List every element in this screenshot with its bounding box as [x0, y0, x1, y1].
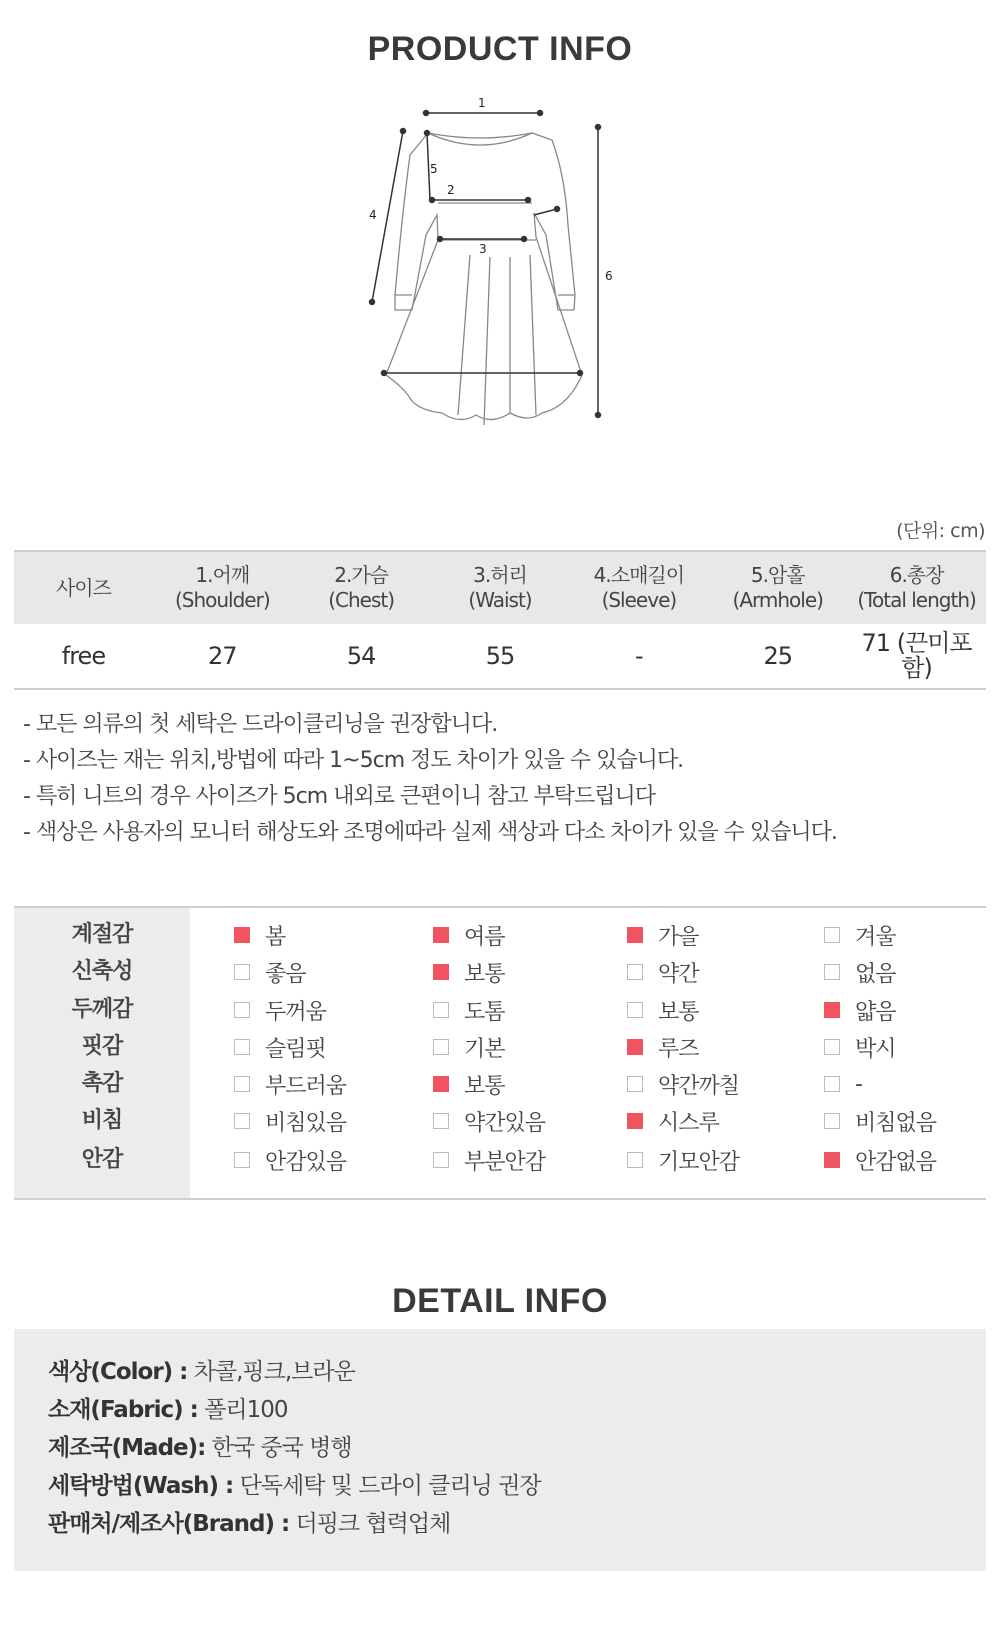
header-armhole-en: (Armhole) — [732, 588, 823, 612]
unchecked-box-icon — [234, 1076, 250, 1092]
unchecked-box-icon — [824, 1039, 840, 1055]
unchecked-box-icon — [433, 1152, 449, 1168]
feel-row-label: 안감 — [81, 1147, 123, 1172]
feel-option-label: 약간 — [658, 961, 699, 987]
feel-option-label: - — [855, 1071, 862, 1097]
feel-option-label: 시스루 — [658, 1110, 719, 1136]
feel-option-label: 보통 — [464, 961, 505, 987]
detail-fabric — [48, 1391, 288, 1424]
detail-made — [48, 1429, 352, 1462]
header-sleeve-ko: 4.소매길이 — [593, 563, 685, 587]
cell-waist: 55 — [485, 641, 515, 670]
detail-value: 차콜,핑크,브라운 — [193, 1359, 355, 1385]
feel-option — [433, 953, 505, 991]
feel-row — [14, 1141, 986, 1179]
diagram-label-3: 3 — [479, 242, 487, 256]
detail-key: 세탁방법(Wash) : — [48, 1473, 234, 1499]
feel-option — [627, 916, 699, 954]
detail-brand — [48, 1505, 450, 1538]
feel-option-label: 박시 — [855, 1036, 896, 1062]
unchecked-box-icon — [627, 964, 643, 980]
feel-option-label: 여름 — [464, 924, 505, 950]
feel-option — [627, 991, 699, 1029]
feel-row-label: 두께감 — [71, 997, 133, 1022]
feel-option — [433, 1102, 545, 1140]
checked-box-icon — [824, 1152, 840, 1168]
feel-option — [627, 1141, 739, 1179]
feel-option — [824, 953, 896, 991]
detail-wash — [48, 1467, 541, 1500]
feel-option-label: 비침없음 — [855, 1110, 937, 1136]
checked-box-icon — [627, 1039, 643, 1055]
feel-option — [824, 1065, 862, 1103]
detail-info-title: DETAIL INFO — [392, 1282, 608, 1320]
checked-box-icon — [824, 1002, 840, 1018]
detail-color — [48, 1353, 355, 1386]
feel-option-label: 겨울 — [855, 924, 896, 950]
feel-row-label: 비침 — [81, 1108, 123, 1133]
feel-option — [433, 1141, 545, 1179]
feel-option — [234, 916, 285, 954]
checked-box-icon — [433, 1076, 449, 1092]
feel-option — [824, 1102, 936, 1140]
feel-option — [433, 991, 505, 1029]
diagram-label-4: 4 — [369, 208, 377, 222]
feel-option-label: 안감없음 — [855, 1149, 937, 1175]
note-item: - 특히 니트의 경우 사이즈가 5cm 내외로 큰편이니 참고 부탁드립니다 — [23, 784, 655, 809]
feel-option-label: 약간있음 — [464, 1110, 546, 1136]
unchecked-box-icon — [824, 964, 840, 980]
checked-box-icon — [627, 1113, 643, 1129]
feel-row-label: 촉감 — [81, 1071, 123, 1096]
unchecked-box-icon — [234, 1002, 250, 1018]
detail-key: 소재(Fabric) : — [48, 1397, 198, 1423]
feel-row-label: 신축성 — [71, 959, 133, 984]
unchecked-box-icon — [627, 1002, 643, 1018]
diagram-label-2: 2 — [447, 183, 455, 197]
unchecked-box-icon — [234, 1152, 250, 1168]
detail-info-box — [14, 1329, 986, 1571]
detail-key: 판매처/제조사(Brand) : — [48, 1511, 290, 1537]
feel-option — [234, 953, 306, 991]
unchecked-box-icon — [824, 927, 840, 943]
header-chest-en: (Chest) — [328, 588, 395, 612]
feel-option — [234, 1065, 346, 1103]
size-table-row — [14, 624, 986, 690]
care-notes — [23, 707, 983, 851]
header-size-label: 사이즈 — [55, 575, 111, 600]
feel-option-label: 기모안감 — [658, 1149, 740, 1175]
fabric-feel-table — [14, 906, 986, 1200]
unchecked-box-icon — [433, 1002, 449, 1018]
checked-box-icon — [234, 927, 250, 943]
feel-option — [824, 991, 896, 1029]
unchecked-box-icon — [627, 1076, 643, 1092]
feel-option-label: 얇음 — [855, 999, 896, 1025]
feel-option — [627, 1102, 719, 1140]
unchecked-box-icon — [824, 1076, 840, 1092]
header-waist-en: (Waist) — [468, 588, 532, 612]
diagram-label-5: 5 — [430, 162, 438, 176]
feel-option — [433, 1065, 505, 1103]
feel-option-label: 비침있음 — [265, 1110, 347, 1136]
feel-option — [824, 1028, 896, 1066]
header-total-length — [847, 552, 986, 624]
feel-option — [234, 1028, 326, 1066]
feel-option-label: 도톰 — [464, 999, 505, 1025]
header-shoulder — [153, 552, 292, 624]
feel-option-label: 약간까칠 — [658, 1073, 740, 1099]
header-armhole — [708, 552, 847, 624]
unchecked-box-icon — [234, 1039, 250, 1055]
checked-box-icon — [433, 927, 449, 943]
feel-option — [234, 1102, 346, 1140]
size-table — [14, 550, 986, 690]
header-shoulder-en: (Shoulder) — [174, 588, 270, 612]
cell-shoulder: 27 — [208, 641, 237, 670]
detail-key: 색상(Color) : — [48, 1359, 188, 1385]
header-armhole-ko: 5.암홀 — [750, 563, 805, 587]
detail-value: 단독세탁 및 드라이 클리닝 권장 — [239, 1473, 541, 1499]
header-chest-ko: 2.가슴 — [334, 563, 389, 587]
cell-armhole: 25 — [763, 641, 792, 670]
note-item: - 사이즈는 재는 위치,방법에 따라 1~5cm 정도 차이가 있을 수 있습니다. — [23, 748, 684, 773]
feel-option-label: 슬림핏 — [265, 1036, 326, 1062]
feel-option-label: 가을 — [658, 924, 699, 950]
header-waist — [431, 552, 570, 624]
feel-option — [234, 991, 326, 1029]
dress-measurement-diagram — [360, 95, 660, 440]
feel-option-label: 부드러움 — [265, 1073, 347, 1099]
feel-option-label: 봄 — [265, 924, 286, 950]
header-sleeve-en: (Sleeve) — [601, 588, 677, 612]
feel-option-label: 부분안감 — [464, 1149, 546, 1175]
feel-row — [14, 991, 986, 1029]
diagram-label-1: 1 — [478, 96, 486, 110]
cell-chest: 54 — [346, 641, 376, 670]
unchecked-box-icon — [627, 1152, 643, 1168]
feel-option-label: 보통 — [658, 999, 699, 1025]
header-waist-ko: 3.허리 — [473, 563, 527, 587]
feel-option-label: 안감있음 — [265, 1149, 347, 1175]
header-sleeve — [569, 552, 708, 624]
feel-option — [627, 1028, 699, 1066]
feel-row — [14, 953, 986, 991]
feel-row — [14, 1102, 986, 1140]
cell-size: free — [61, 641, 106, 670]
diagram-label-6: 6 — [605, 269, 613, 283]
feel-option-label: 두꺼움 — [265, 999, 326, 1025]
detail-value: 더핑크 협력업체 — [295, 1511, 451, 1537]
feel-option — [824, 1141, 936, 1179]
unit-label: (단위: cm) — [896, 520, 985, 542]
detail-key: 제조국(Made): — [48, 1435, 206, 1461]
feel-option — [627, 1065, 739, 1103]
feel-row — [14, 1065, 986, 1103]
header-total-length-ko: 6.총장 — [889, 563, 944, 587]
feel-option-label: 좋음 — [265, 961, 306, 987]
feel-option-label: 루즈 — [658, 1036, 699, 1062]
feel-option — [824, 916, 896, 954]
header-chest — [292, 552, 431, 624]
feel-option-label: 보통 — [464, 1073, 505, 1099]
feel-row — [14, 916, 986, 954]
feel-option-label: 기본 — [464, 1036, 505, 1062]
detail-value: 폴리100 — [204, 1397, 288, 1423]
checked-box-icon — [433, 964, 449, 980]
feel-option — [433, 916, 505, 954]
unchecked-box-icon — [824, 1113, 840, 1129]
feel-option — [627, 953, 699, 991]
feel-row — [14, 1028, 986, 1066]
unchecked-box-icon — [433, 1039, 449, 1055]
cell-sleeve: - — [635, 641, 643, 670]
unchecked-box-icon — [234, 1113, 250, 1129]
feel-option — [234, 1141, 346, 1179]
feel-row-label: 핏감 — [81, 1034, 123, 1059]
note-item: - 색상은 사용자의 모니터 해상도와 조명에따라 실제 색상과 다소 차이가 있을 수 있습니다. — [23, 820, 837, 845]
unchecked-box-icon — [234, 964, 250, 980]
size-table-header — [14, 550, 986, 624]
feel-row-label: 계절감 — [71, 922, 133, 947]
note-item: - 모든 의류의 첫 세탁은 드라이클리닝을 권장합니다. — [23, 712, 498, 737]
product-info-title: PRODUCT INFO — [367, 30, 633, 68]
detail-value: 한국 중국 병행 — [211, 1435, 352, 1461]
header-size — [14, 552, 153, 624]
header-shoulder-ko: 1.어깨 — [195, 563, 250, 587]
header-total-length-en: (Total length) — [857, 588, 976, 612]
checked-box-icon — [627, 927, 643, 943]
cell-total-length: 71 (끈미포함) — [861, 629, 972, 682]
feel-option-label: 없음 — [855, 961, 896, 987]
feel-option — [433, 1028, 505, 1066]
unchecked-box-icon — [433, 1113, 449, 1129]
